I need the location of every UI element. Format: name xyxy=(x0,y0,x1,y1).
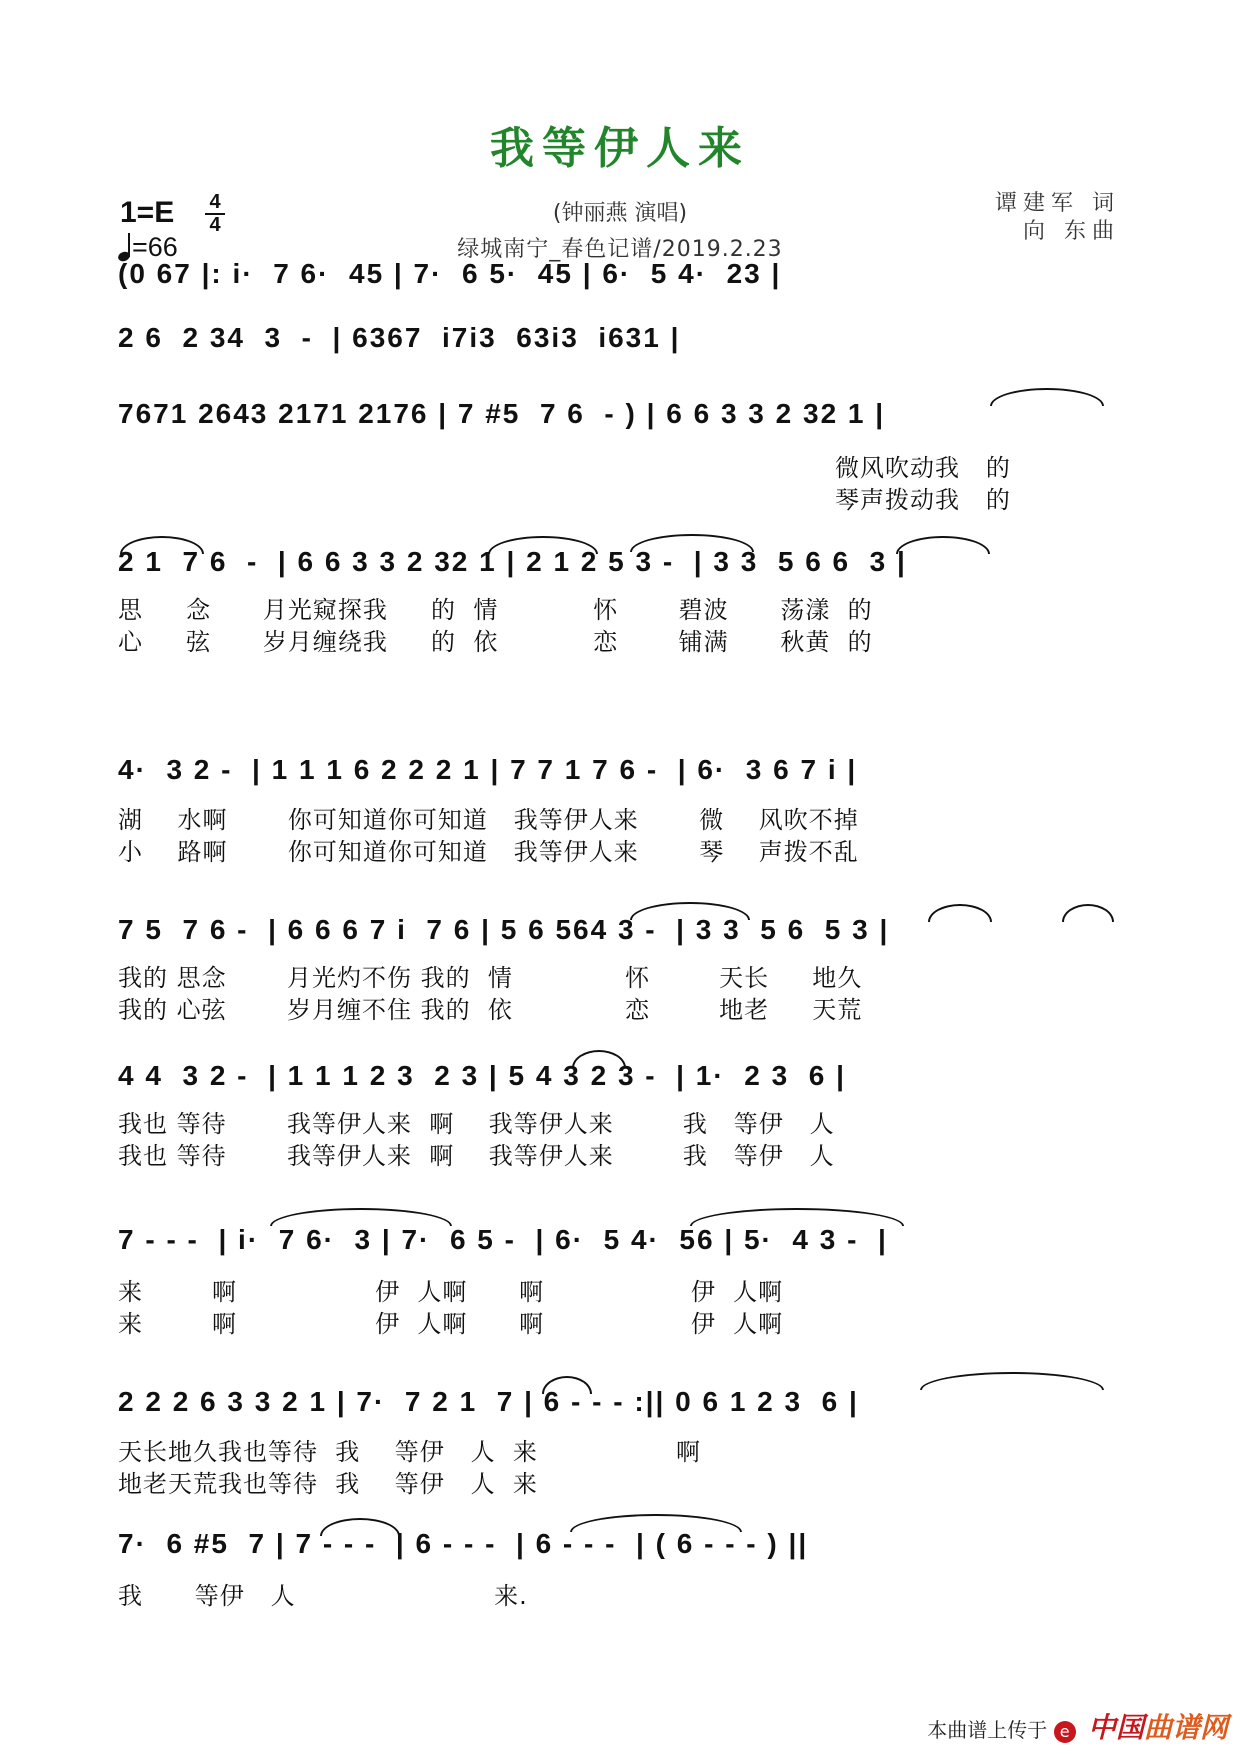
notes-line: 7· 6 #5 7 | 7 - - - | 6 - - - | 6 - - - | ( 6 - - - ) || xyxy=(118,1528,809,1559)
lyricist-credit: 谭建军 词 xyxy=(995,191,1120,216)
notes-line: 4· 3 2 - | 1 1 1 6 2 2 2 1 | 7 7 1 7 6 - | 6· 3 6 7 i | xyxy=(118,754,858,785)
tempo-value: =66 xyxy=(132,232,178,262)
slur xyxy=(270,1208,452,1226)
lyric-verse-2: 心 弦 岁月缠绕我 的 依 恋 铺满 秋黄 的 xyxy=(118,628,873,656)
slur xyxy=(990,388,1104,406)
lyric-verse-1: 湖 水啊 你可知道你可知道 我等伊人来 微 风吹不掉 xyxy=(118,806,859,834)
lyric-verse-2: 来 啊 伊 人啊 啊 伊 人啊 xyxy=(118,1310,784,1338)
key-signature: 1=E xyxy=(120,196,175,229)
lyric-verse-1: 来 啊 伊 人啊 啊 伊 人啊 xyxy=(118,1278,784,1306)
slur xyxy=(896,536,990,554)
lyric-verse-1: 微风吹动我 的 xyxy=(835,454,1011,482)
slur xyxy=(928,904,992,922)
footer-watermark[interactable] xyxy=(927,1706,1228,1746)
lyric-verse-1: 思 念 月光窥探我 的 情 怀 碧波 荡漾 的 xyxy=(118,596,873,624)
notes-line: 7671 2643 2171 2176 | 7 #5 7 6 - ) | 6 6 3 3 2 32 1 | xyxy=(118,398,886,429)
site-logo-icon: e xyxy=(1054,1721,1076,1743)
notes-line: (0 67 |: i· 7 6· 45 | 7· 6 5· 45 | 6· 5 4· 23 | xyxy=(118,258,782,289)
lyric-verse-1: 我 等伊 人 来. xyxy=(118,1582,528,1610)
composer-credit: 向 东曲 xyxy=(1023,219,1120,244)
notes-line: 4 4 3 2 - | 1 1 1 2 3 2 3 | 5 4 3 2 3 - | 1· 2 3 6 | xyxy=(118,1060,846,1091)
lyric-verse-1: 我的 思念 月光灼不伤 我的 情 怀 天长 地久 xyxy=(118,964,863,992)
slur xyxy=(320,1518,400,1536)
time-signature-numerator: 4 xyxy=(209,191,221,213)
time-signature-denominator: 4 xyxy=(209,214,221,236)
notes-line: 2 1 7 6 - | 6 6 3 3 2 32 1 | 2 1 2 5 3 - | 3 3 5 6 6 3 | xyxy=(118,546,907,577)
slur xyxy=(570,1514,742,1532)
lyric-verse-2: 小 路啊 你可知道你可知道 我等伊人来 琴 声拨不乱 xyxy=(118,838,859,866)
notation-credit: 绿城南宁_春色记谱/2019.2.23 xyxy=(457,237,783,262)
slur xyxy=(630,902,750,920)
slur xyxy=(920,1372,1104,1390)
slur xyxy=(120,536,204,554)
slur xyxy=(542,1376,592,1394)
slur xyxy=(572,1050,626,1068)
notes-line: 2 2 2 6 3 3 2 1 | 7· 7 2 1 7 | 6 - - - :|| 0 6 1 2 3 6 | xyxy=(118,1386,859,1417)
lyric-verse-2: 琴声拨动我 的 xyxy=(835,486,1011,514)
footer-prefix: 本曲谱上传于 xyxy=(927,1718,1048,1742)
notes-line: 7 5 7 6 - | 6 6 6 7 i 7 6 | 5 6 564 3 - | 3 3 5 6 5 3 | xyxy=(118,914,890,945)
notes-line: 2 6 2 34 3 - | 6367 i7i3 63i3 i631 | xyxy=(118,322,681,353)
lyric-verse-1: 天长地久我也等待 我 等伊 人 来 啊 xyxy=(118,1438,701,1466)
song-title: 我等伊人来 xyxy=(490,123,750,174)
lyric-verse-2: 我也 等待 我等伊人来 啊 我等伊人来 我 等伊 人 xyxy=(118,1142,835,1170)
slur xyxy=(1062,904,1114,922)
lyric-verse-2: 地老天荒我也等待 我 等伊 人 来 xyxy=(118,1470,538,1498)
lyric-verse-1: 我也 等待 我等伊人来 啊 我等伊人来 我 等伊 人 xyxy=(118,1110,835,1138)
slur xyxy=(630,534,754,552)
slur xyxy=(690,1208,904,1226)
performer-credit: (钟丽燕 演唱) xyxy=(552,201,688,226)
lyric-verse-2: 我的 心弦 岁月缠不住 我的 依 恋 地老 天荒 xyxy=(118,996,863,1024)
slur xyxy=(488,536,598,554)
notes-line: 7 - - - | i· 7 6· 3 | 7· 6 5 - | 6· 5 4· 56 | 5· 4 3 - | xyxy=(118,1224,888,1255)
site-name[interactable]: 中国曲谱网 xyxy=(1087,1711,1228,1744)
